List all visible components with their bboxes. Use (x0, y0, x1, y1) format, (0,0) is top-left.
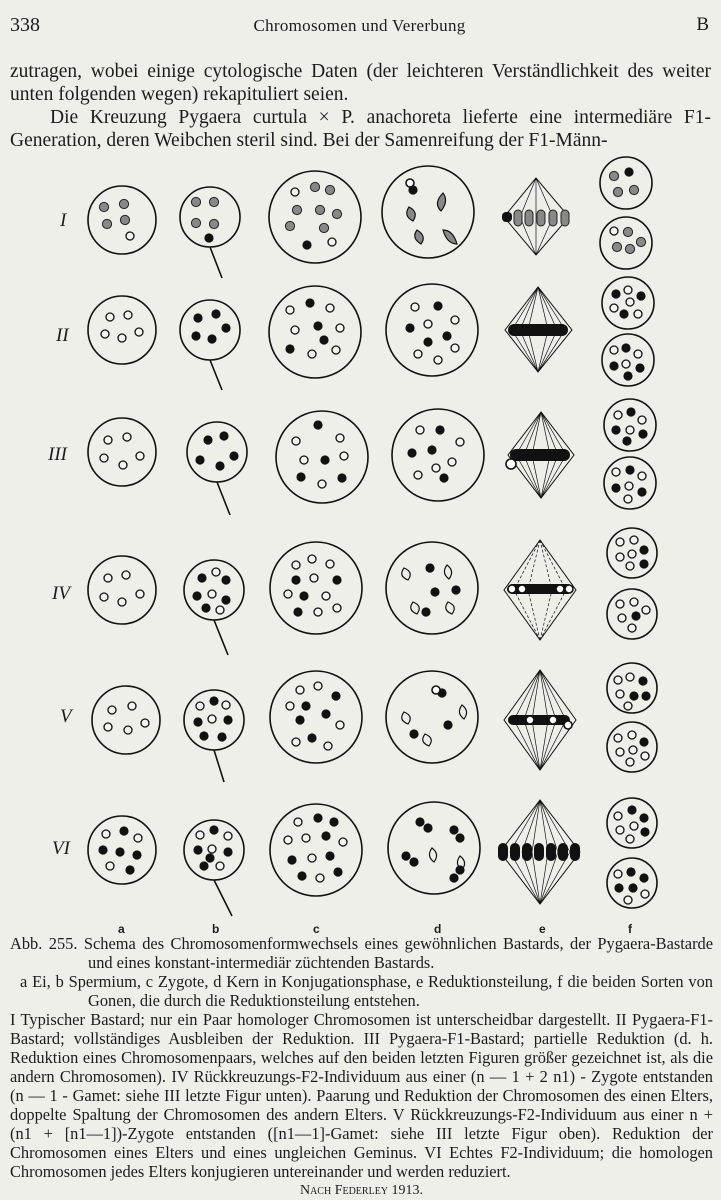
row-6 (88, 798, 657, 916)
row-label-1: I (60, 210, 67, 231)
body-text (10, 60, 711, 152)
caption-detail: I Typischer Bastard; nur ein Paar homologer Chromosomen ist unterscheidbar dargestellt. II Pygaera-F1-Bastard; vollständiges Ausbleiben der Reduktion. III Pygaera-F1-Bastard; partielle Reduktion (d. h. Reduktion eines Chromosomenpaars, welches auf den beiden letzten Figuren größer gezeichnet ist, als die andern Chromosomen). IV Rückkreuzungs-F2-Individuum aus einer (n — 1 + 2 n1) - Zygote entstanden (n — 1 - Gamet: siehe III letzte Figur unten). Paarung und Reduktion der Chromosomen des einen Elters, doppelte Spaltung der Chromosomen des andern Elters. V Rückkreuzungs-F2-Individuum aus einer n + (n1 + [n1—1])-Zygote entstanden ([n1—1]-Gamet: siehe III letzte Figur oben). Reduktion der Chromosomen eines Elters und eines ungleichen Geminus. VI Echtes F2-Individuum; die homologen Chromosomen jedes Elters konjugieren untereinander und werden reduziert. (10, 1010, 713, 1181)
row-label-3: III (48, 444, 67, 465)
paragraph-1: zutragen, wobei einige cytologische Daten (der leichteren Verständlichkeit des weiter unten folgenden wegen) rekapituliert seien. (10, 61, 711, 105)
paragraph-2: Die Kreuzung Pygaera curtula × P. anachoreta lieferte eine intermediäre F1-Generation, deren Weibchen steril sind. Bei der Samenreifung der F1-Männ- (10, 107, 711, 151)
column-label-d: d (434, 922, 442, 936)
row-4 (88, 528, 657, 655)
column-label-a: a (118, 922, 125, 936)
caption-legend: a Ei, b Spermium, c Zygote, d Kern in Konjugationsphase, e Reduktionsteilung, f die beiden Sorten von Gonen, die durch die Reduktionsteilung entstehen. (20, 972, 713, 1010)
row-label-6: VI (52, 838, 70, 859)
chromosome-diagram (0, 150, 721, 930)
row-2 (88, 277, 654, 390)
row-label-2: II (56, 325, 69, 346)
column-label-e: e (539, 922, 546, 936)
caption-title: Abb. 255. Schema des Chromosomenformwechsels eines gewöhnlichen Bastards, der Pygaera-Bastarde und eines konstant-intermediär züchtenden Bastards. (10, 934, 713, 972)
chromosome-figure (0, 150, 721, 930)
column-label-f: f (628, 922, 632, 936)
page-number: 338 (10, 14, 40, 36)
column-label-b: b (212, 922, 220, 936)
running-title: Chromosomen und Vererbung (253, 16, 466, 35)
row-5 (92, 663, 657, 782)
figure-caption (10, 934, 713, 1200)
caption-credit: Nach Federley 1913. (299, 1183, 424, 1198)
page-header (10, 14, 709, 40)
row-1 (88, 157, 652, 278)
section-signature: B (696, 14, 709, 35)
row-label-5: V (60, 706, 72, 727)
column-label-c: c (313, 922, 320, 936)
row-3 (88, 399, 656, 515)
row-label-4: IV (52, 583, 70, 604)
